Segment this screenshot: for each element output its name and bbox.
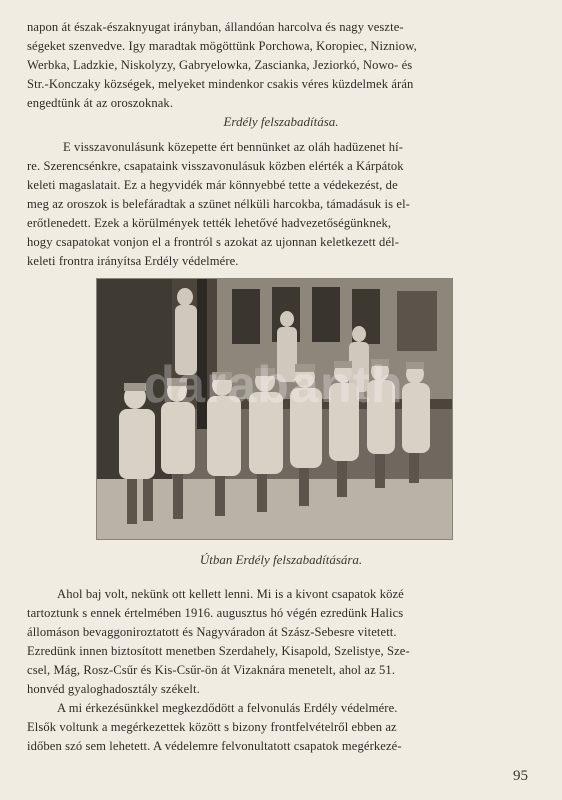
text-line: honvéd gyaloghadosztály székelt. (27, 682, 200, 696)
text-line: re. Szerencsénkre, csapataink visszavonulásuk közben elérték a Kárpátok (27, 159, 404, 173)
text-line: erőtlenedett. Ezek a körülmények tették lehetővé hadvezetőségünknek, (27, 216, 392, 230)
section-heading: Erdély felszabadítása. (223, 114, 339, 129)
text-line: állomáson bevaggoniroztatott és Nagyváradon át Szász-Sebesre vitetett. (27, 625, 397, 639)
photo-caption: Útban Erdély felszabadítására. (199, 552, 363, 567)
text-line: Werbka, Ladzkie, Niskolyzy, Gabryelowka, Zascianka, Jeziorkó, Nowo- és (27, 58, 413, 72)
text-line: hogy csapatokat vonjon el a frontról s azokat az ujonnan keletkezett dél- (27, 235, 400, 249)
text-line: csel, Mág, Rosz-Csűr és Kis-Csűr-ön át Vizaknára menetelt, ahol az 51. (27, 663, 396, 677)
page-number: 95 (513, 768, 528, 784)
historical-photo (96, 278, 453, 540)
text-line: keleti magaslatait. Ez a hegyvidék már könnyebbé tette a védekezést, de (27, 178, 398, 192)
text-line: ségeket szenvedve. Igy maradtak mögöttünk Porchowa, Koropiec, Nizniow, (27, 39, 417, 53)
text-line: keleti frontra irányítsa Erdély védelmére. (27, 254, 239, 268)
text-line: Elsők voltunk a megérkezettek között s bizony frontfelvételről ebben az (27, 720, 397, 734)
text-line: E visszavonulásunk közepette ért bennünket az oláh hadüzenet hí- (63, 140, 404, 154)
paragraph-middle (27, 138, 532, 271)
text-line: Ahol baj volt, nekünk ott kellett lenni. Mi is a kivont csapatok közé (57, 587, 404, 601)
text-line: napon át észak-északnyugat irányban, állandóan harcolva és nagy veszte- (27, 20, 404, 34)
text-line: meg az oroszok is belefáradtak a szünet nélküli harcokba, támadásuk is el- (27, 197, 410, 211)
text-line: tartoztunk s ennek értelmében 1916. augusztus hó végén ezredünk Halics (27, 606, 404, 620)
paragraph-top (27, 18, 532, 113)
text-line: A mi érkezésünkkel megkezdődött a felvonulás Erdély védelmére. (57, 701, 398, 715)
soldiers-photo-image (97, 279, 452, 539)
text-line: Ezredünk innen biztosított menetben Szerdahely, Kisapold, Szelistye, Sze- (27, 644, 410, 658)
watermark-logo: darabanth (143, 356, 404, 414)
paragraph-bottom (27, 585, 532, 756)
text-line: Str.-Konczaky községek, melyeket mindenkor csakis véres küzdelmek árán (27, 77, 414, 91)
text-line: időben szó sem lehetett. A védelemre felvonultatott csapatok megérkezé- (27, 739, 402, 753)
text-line: engedtünk át az oroszoknak. (27, 96, 174, 110)
